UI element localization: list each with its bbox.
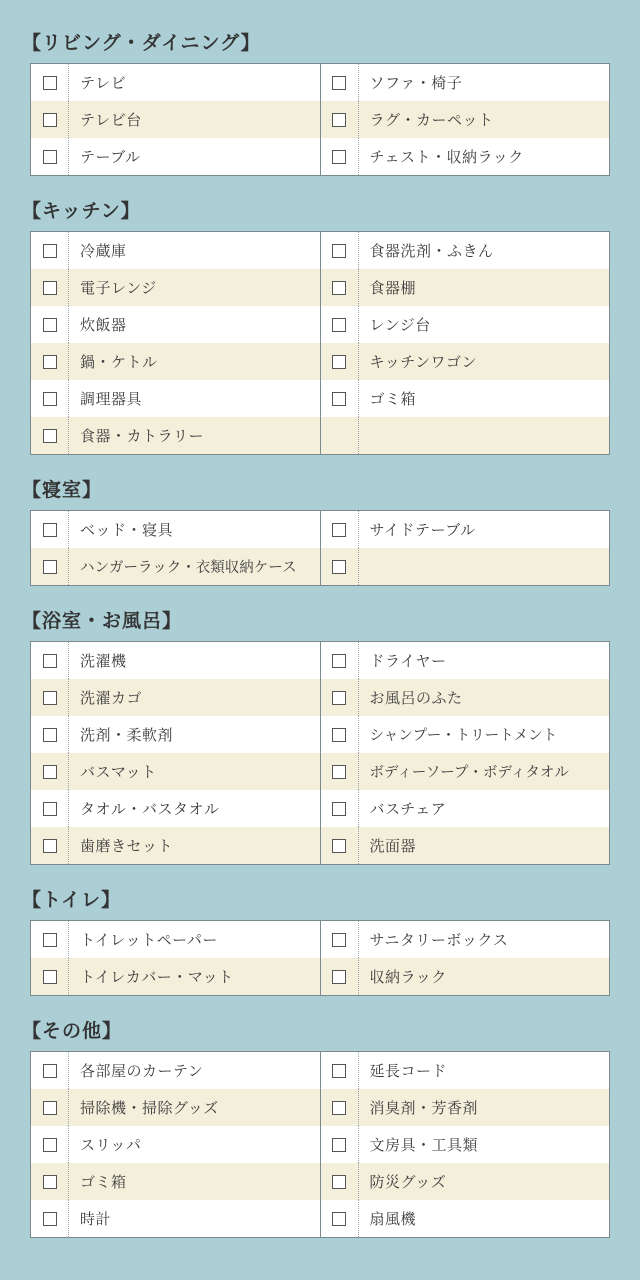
checklist-row bbox=[31, 511, 320, 548]
checklist-row bbox=[321, 343, 610, 380]
checklist-section bbox=[0, 606, 640, 865]
checklist-item-label: 歯磨きセット bbox=[80, 837, 174, 855]
checkbox-cell bbox=[321, 679, 359, 716]
checklist-row bbox=[31, 1163, 320, 1200]
checkbox-icon[interactable] bbox=[332, 839, 346, 853]
checklist-row bbox=[321, 958, 610, 995]
checklist-item-label: 延長コード bbox=[369, 1062, 448, 1080]
checklist-column-right bbox=[321, 1052, 610, 1237]
checklist-row bbox=[31, 1089, 320, 1126]
checklist-item-label: 各部屋のカーテン bbox=[80, 1062, 204, 1080]
checkbox-cell bbox=[31, 642, 69, 679]
checkbox-cell bbox=[31, 232, 69, 269]
checkbox-icon[interactable] bbox=[332, 318, 346, 332]
checkbox-icon[interactable] bbox=[43, 150, 57, 164]
checkbox-icon[interactable] bbox=[43, 113, 57, 127]
checklist-item-label: 時計 bbox=[80, 1210, 112, 1228]
checkbox-icon[interactable] bbox=[43, 839, 57, 853]
checklist-row bbox=[31, 232, 320, 269]
checkbox-cell bbox=[321, 642, 359, 679]
checkbox-cell bbox=[321, 380, 359, 417]
checklist-row bbox=[31, 716, 320, 753]
checkbox-cell bbox=[321, 1200, 359, 1237]
checkbox-icon[interactable] bbox=[332, 392, 346, 406]
checklist-column-right bbox=[321, 511, 610, 585]
checklist-item-label: 掃除機・掃除グッズ bbox=[80, 1099, 219, 1117]
checklist-row bbox=[31, 1126, 320, 1163]
checklist-item-label: レンジ台 bbox=[369, 316, 431, 334]
checkbox-cell bbox=[31, 679, 69, 716]
checklist-row bbox=[321, 1200, 610, 1237]
checkbox-icon[interactable] bbox=[332, 802, 346, 816]
checklist-section bbox=[0, 475, 640, 586]
checklist-row bbox=[31, 64, 320, 101]
checklist-column-left bbox=[31, 642, 321, 864]
checklist-item-label: お風呂のふた bbox=[369, 689, 463, 707]
checkbox-icon[interactable] bbox=[332, 691, 346, 705]
checklist-row bbox=[31, 921, 320, 958]
checkbox-icon[interactable] bbox=[332, 76, 346, 90]
checkbox-icon[interactable] bbox=[332, 970, 346, 984]
checklist-row bbox=[31, 958, 320, 995]
checkbox-cell bbox=[31, 1200, 69, 1237]
checkbox-icon[interactable] bbox=[43, 1138, 57, 1152]
checklist-item-label: ハンガーラック・衣類収納ケース bbox=[80, 560, 297, 576]
checkbox-cell bbox=[31, 827, 69, 864]
checkbox-icon[interactable] bbox=[43, 523, 57, 537]
checklist-table bbox=[30, 63, 610, 176]
checkbox-cell bbox=[321, 269, 359, 306]
checklist-item-label: 文房具・工具類 bbox=[369, 1136, 479, 1154]
checklist-row bbox=[321, 679, 610, 716]
checklist-table bbox=[30, 231, 610, 455]
checklist-column-right bbox=[321, 642, 610, 864]
checkbox-cell bbox=[31, 64, 69, 101]
checklist-column-right bbox=[321, 64, 610, 175]
checkbox-cell bbox=[321, 306, 359, 343]
checklist-row bbox=[321, 1052, 610, 1089]
checklist-item-label: 鍋・ケトル bbox=[80, 353, 158, 371]
checkbox-icon[interactable] bbox=[43, 355, 57, 369]
checkbox-cell bbox=[31, 1163, 69, 1200]
checklist-row bbox=[321, 790, 610, 827]
checklist-row bbox=[321, 306, 610, 343]
checklist-item-label: テレビ台 bbox=[80, 111, 142, 129]
checkbox-cell bbox=[321, 827, 359, 864]
checkbox-cell bbox=[31, 417, 69, 454]
checkbox-icon[interactable] bbox=[43, 765, 57, 779]
checklist-item-label: 調理器具 bbox=[80, 390, 143, 408]
checklist-row bbox=[321, 232, 610, 269]
checkbox-cell bbox=[321, 753, 359, 790]
checklist-row bbox=[321, 1089, 610, 1126]
checklist-item-label: シャンプー・トリートメント bbox=[369, 728, 558, 744]
checkbox-cell bbox=[321, 101, 359, 138]
checkbox-cell bbox=[31, 716, 69, 753]
checkbox-cell bbox=[321, 548, 359, 585]
checkbox-cell bbox=[31, 306, 69, 343]
checkbox-cell bbox=[321, 1163, 359, 1200]
checkbox-cell bbox=[31, 548, 69, 585]
checklist-row bbox=[31, 417, 320, 454]
checkbox-cell bbox=[31, 1089, 69, 1126]
checklist-row bbox=[321, 269, 610, 306]
checklist-item-label: ボディーソープ・ボディタオル bbox=[369, 765, 569, 781]
checklist-item-label: ゴミ箱 bbox=[369, 390, 417, 408]
checklist-item-label: ゴミ箱 bbox=[80, 1173, 127, 1191]
checkbox-icon[interactable] bbox=[332, 560, 346, 574]
checklist-item-label: 洗剤・柔軟剤 bbox=[80, 726, 174, 744]
checklist-row bbox=[321, 716, 610, 753]
checklist-row bbox=[321, 101, 610, 138]
checklist-item-label: 収納ラック bbox=[369, 968, 447, 986]
checkbox-cell bbox=[321, 232, 359, 269]
checklist-row bbox=[31, 642, 320, 679]
checkbox-icon[interactable] bbox=[332, 244, 346, 258]
checkbox-cell bbox=[31, 101, 69, 138]
checkbox-cell bbox=[31, 138, 69, 175]
checkbox-icon[interactable] bbox=[43, 728, 57, 742]
checklist-item-label: 洗濯カゴ bbox=[80, 689, 143, 707]
checkbox-cell bbox=[321, 1126, 359, 1163]
checkbox-icon[interactable] bbox=[332, 150, 346, 164]
checklist-row bbox=[31, 753, 320, 790]
checklist-item-label: 消臭剤・芳香剤 bbox=[369, 1099, 479, 1117]
checklist-section bbox=[0, 28, 640, 176]
checklist-row bbox=[31, 827, 320, 864]
checkbox-cell bbox=[31, 1052, 69, 1089]
checkbox-icon[interactable] bbox=[43, 1101, 57, 1115]
checkbox-icon[interactable] bbox=[332, 765, 346, 779]
checkbox-cell bbox=[321, 417, 359, 454]
checklist-section bbox=[0, 885, 640, 996]
checkbox-cell bbox=[31, 921, 69, 958]
checklist-item-label: 食器・カトラリー bbox=[80, 427, 205, 445]
checklist-item-label: 炊飯器 bbox=[80, 316, 127, 334]
checklist-table bbox=[30, 510, 610, 586]
checklist-row bbox=[321, 642, 610, 679]
checkbox-icon[interactable] bbox=[43, 392, 57, 406]
checklist-column-right bbox=[321, 232, 610, 454]
checklist-item-label: キッチンワゴン bbox=[369, 353, 477, 371]
checklist-row bbox=[321, 138, 610, 175]
section-title: 【浴室・お風呂】 bbox=[22, 610, 183, 632]
checklist-table bbox=[30, 1051, 610, 1238]
checkbox-cell bbox=[321, 921, 359, 958]
section-title: 【リビング・ダイニング】 bbox=[22, 32, 261, 54]
checklist-item-label: 扇風機 bbox=[369, 1210, 417, 1228]
checkbox-cell bbox=[321, 790, 359, 827]
checklist-row bbox=[321, 417, 610, 454]
checklist-column-left bbox=[31, 921, 321, 995]
checklist-row bbox=[31, 269, 320, 306]
checklist-section bbox=[0, 1016, 640, 1238]
checklist-section bbox=[0, 196, 640, 455]
checklist-item-label: バスチェア bbox=[369, 800, 447, 818]
checklist-row bbox=[31, 380, 320, 417]
checkbox-cell bbox=[321, 511, 359, 548]
checklist-item-label: トイレカバー・マット bbox=[80, 968, 234, 986]
checklist-item-label: ドライヤー bbox=[369, 652, 447, 670]
checkbox-icon[interactable] bbox=[332, 355, 346, 369]
checklist-item-label: 防災グッズ bbox=[369, 1173, 447, 1191]
checkbox-icon[interactable] bbox=[43, 281, 57, 295]
checklist-column-left bbox=[31, 1052, 321, 1237]
checklist-column-left bbox=[31, 232, 321, 454]
checkbox-icon[interactable] bbox=[332, 1138, 346, 1152]
section-title: 【その他】 bbox=[22, 1020, 123, 1042]
checklist-item-label: 洗濯機 bbox=[80, 652, 127, 670]
checkbox-icon[interactable] bbox=[332, 1101, 346, 1115]
checklist-item-label: テレビ bbox=[80, 74, 127, 92]
checklist-row bbox=[31, 790, 320, 827]
section-title: 【キッチン】 bbox=[22, 200, 141, 222]
checklist-item-label: 食器棚 bbox=[369, 279, 417, 297]
checkbox-icon[interactable] bbox=[43, 802, 57, 816]
checkbox-icon[interactable] bbox=[332, 281, 346, 295]
checklist-column-left bbox=[31, 64, 321, 175]
checklist-item-label: タオル・バスタオル bbox=[80, 800, 220, 818]
checkbox-cell bbox=[31, 269, 69, 306]
checklist-item-label: ベッド・寝具 bbox=[80, 521, 174, 539]
checklist-item-label: ラグ・カーペット bbox=[369, 111, 494, 129]
checklist-row bbox=[31, 306, 320, 343]
checklist-item-label: トイレットペーパー bbox=[80, 931, 218, 949]
checkbox-icon[interactable] bbox=[43, 1175, 57, 1189]
checkbox-icon[interactable] bbox=[332, 654, 346, 668]
checkbox-cell bbox=[31, 1126, 69, 1163]
checkbox-icon[interactable] bbox=[43, 560, 57, 574]
checklist-row bbox=[31, 343, 320, 380]
checklist-item-label: テーブル bbox=[80, 148, 141, 166]
checklist-column-right bbox=[321, 921, 610, 995]
checkbox-icon[interactable] bbox=[43, 76, 57, 90]
checkbox-icon[interactable] bbox=[43, 1212, 57, 1226]
checkbox-icon[interactable] bbox=[332, 523, 346, 537]
checkbox-cell bbox=[321, 1052, 359, 1089]
checkbox-icon[interactable] bbox=[43, 691, 57, 705]
checkbox-icon[interactable] bbox=[332, 113, 346, 127]
checkbox-icon[interactable] bbox=[332, 728, 346, 742]
checklist-item-label: スリッパ bbox=[80, 1136, 142, 1154]
checklist-row bbox=[31, 101, 320, 138]
checklist-row bbox=[321, 380, 610, 417]
checkbox-cell bbox=[321, 958, 359, 995]
checkbox-cell bbox=[321, 1089, 359, 1126]
checkbox-cell bbox=[321, 64, 359, 101]
section-title: 【寝室】 bbox=[22, 479, 103, 501]
checklist-item-label: ソファ・椅子 bbox=[369, 74, 463, 92]
checkbox-icon[interactable] bbox=[332, 1064, 346, 1078]
checkbox-icon[interactable] bbox=[43, 318, 57, 332]
checkbox-cell bbox=[31, 343, 69, 380]
checklist-column-left bbox=[31, 511, 321, 585]
checklist-row bbox=[321, 548, 610, 585]
checkbox-icon[interactable] bbox=[43, 429, 57, 443]
checklist-table bbox=[30, 920, 610, 996]
checklist-row bbox=[321, 921, 610, 958]
checkbox-cell bbox=[31, 958, 69, 995]
checklist-item-label: 電子レンジ bbox=[80, 279, 157, 297]
checklist-item-label: チェスト・収納ラック bbox=[369, 148, 524, 166]
checklist-row bbox=[321, 64, 610, 101]
checkbox-cell bbox=[321, 343, 359, 380]
checklist-row bbox=[321, 1163, 610, 1200]
checkbox-cell bbox=[321, 716, 359, 753]
checklist-item-label: 冷蔵庫 bbox=[80, 242, 127, 260]
checklist-row bbox=[321, 753, 610, 790]
checkbox-icon[interactable] bbox=[43, 1064, 57, 1078]
checkbox-cell bbox=[31, 511, 69, 548]
checklist-row bbox=[321, 511, 610, 548]
checkbox-icon[interactable] bbox=[332, 1175, 346, 1189]
checkbox-icon[interactable] bbox=[43, 970, 57, 984]
checkbox-icon[interactable] bbox=[332, 1212, 346, 1226]
checklist-table bbox=[30, 641, 610, 865]
checklist-item-label: 食器洗剤・ふきん bbox=[369, 242, 494, 260]
checklist-row bbox=[31, 1200, 320, 1237]
checkbox-icon[interactable] bbox=[43, 654, 57, 668]
section-title: 【トイレ】 bbox=[22, 889, 122, 911]
checklist-item-label: サニタリーボックス bbox=[369, 931, 509, 949]
checklist-item-label: バスマット bbox=[80, 763, 157, 781]
checkbox-cell bbox=[31, 753, 69, 790]
checkbox-cell bbox=[321, 138, 359, 175]
checkbox-icon[interactable] bbox=[332, 933, 346, 947]
checklist-row bbox=[321, 1126, 610, 1163]
checkbox-cell bbox=[31, 380, 69, 417]
checklist-row bbox=[31, 679, 320, 716]
checklist-row bbox=[31, 548, 320, 585]
checklist-row bbox=[31, 1052, 320, 1089]
checklist-item-label: 洗面器 bbox=[369, 837, 417, 855]
checklist-row bbox=[31, 138, 320, 175]
checklist-row bbox=[321, 827, 610, 864]
checkbox-cell bbox=[31, 790, 69, 827]
checkbox-icon[interactable] bbox=[43, 244, 57, 258]
checklist-item-label: サイドテーブル bbox=[369, 521, 476, 539]
checkbox-icon[interactable] bbox=[43, 933, 57, 947]
